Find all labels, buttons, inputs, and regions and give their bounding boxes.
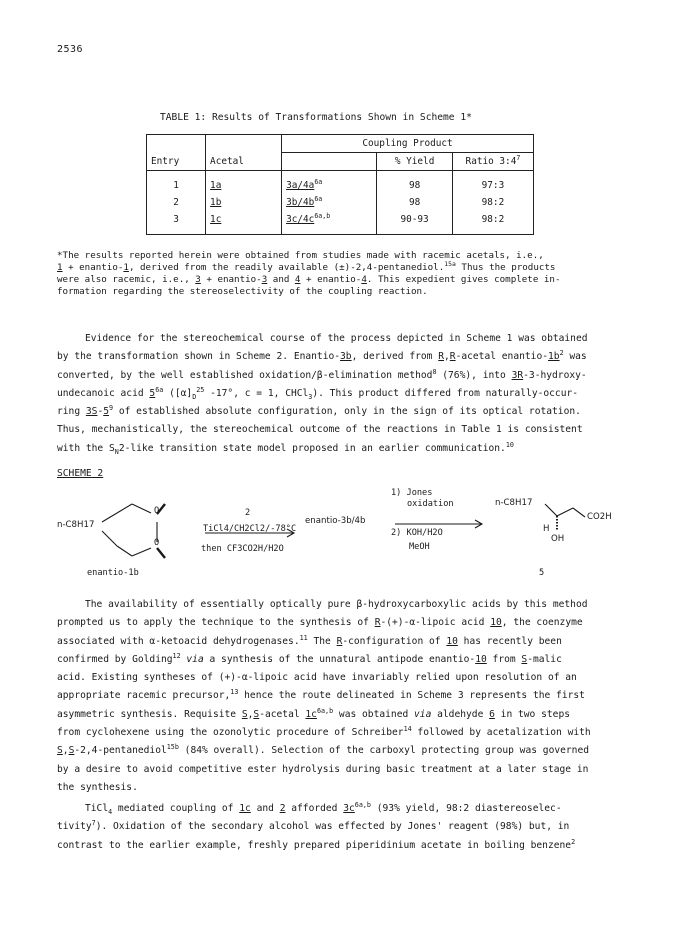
- bond: [573, 508, 585, 517]
- bond: [102, 513, 117, 522]
- ring-oxygen-label: O: [154, 538, 160, 548]
- table-caption: TABLE 1: Results of Transformations Shown in Scheme 1*: [160, 112, 472, 123]
- scheme-2-label: SCHEME 2: [57, 468, 104, 479]
- start-compound-name: enantio-1b: [87, 568, 139, 578]
- product-substituent: n-C8H17: [495, 498, 533, 508]
- bond: [557, 508, 573, 516]
- step-2-label: 2) KOH/H2O: [391, 528, 443, 538]
- table-header-row-1: [147, 135, 534, 153]
- ring-oxygen-label: O: [154, 506, 160, 516]
- coupling-product-header: Coupling Product: [282, 135, 534, 153]
- step-1-label: 1) Jones: [391, 488, 433, 498]
- step-2-solvent: MeOH: [409, 542, 430, 552]
- product-acid-group: CO2H: [587, 512, 612, 522]
- start-substituent: n-C8H17: [57, 520, 95, 530]
- acetal-header: Acetal: [206, 153, 282, 171]
- wedge-bond: [157, 548, 165, 558]
- page-number: 2536: [57, 44, 84, 55]
- step-1-reagent: oxidation: [407, 499, 454, 509]
- bond: [545, 504, 557, 516]
- product-oh-label: OH: [551, 534, 565, 544]
- bond: [132, 504, 151, 513]
- product-h-label: H: [543, 524, 550, 534]
- entry-header: Entry: [147, 153, 206, 171]
- reagent-2: 2: [245, 508, 251, 518]
- bond: [132, 548, 151, 556]
- paragraph-3: TiCl$_4$ mediated coupling of 1c and 2 afforded $3c^{6a,b}$ (93% yield, 98:2 diastereoselec- tivity$^7$). Oxidation of the secondary alcohol was effected by Jones' reagent (98%) but, in contrast to the earlier example, freshly prepared piperidinium acetate in boiling benzene$^2$: [57, 800, 576, 851]
- product-compound-name: 5: [539, 568, 545, 578]
- table-header-row-2: [147, 153, 534, 171]
- table-row: 1 1a $3a/4a^{6a}$ 98 97:3: [147, 171, 534, 195]
- scheme-2-structures: [57, 486, 637, 581]
- table-footnote: *The results reported herein were obtained from studies made with racemic acetals, i.e., 1 + enantio-1, derived from the readily available (±)-2,4-pentanediol.$^{15a}$ Thus the products were also racemic, i.e., 3 + enantio-3 and 4 + enantio-4. This expedient gives complete in- formation regarding the stereoselectivity of the coupling reaction.: [57, 250, 561, 297]
- bond: [117, 546, 132, 556]
- bond: [117, 504, 132, 513]
- bond: [102, 531, 117, 546]
- yield-header: % Yield: [377, 153, 453, 171]
- intermediate-name: enantio-3b/4b: [305, 516, 366, 526]
- table-row: 2 1b $3b/4b^{6a}$ 98 98:2: [147, 194, 534, 211]
- reagent-workup: then CF3CO2H/H2O: [201, 544, 284, 554]
- paragraph-2: The availability of essentially optically pure β-hydroxycarboxylic acids by this method prompted us to apply the technique to the synthesis of R-(+)-α-lipoic acid 10, the coenzyme associated with α-ketoacid dehydrogenases.$^{11}$ The R-configuration of 10 has recently been confirmed by Golding$^{12}$ via a synthesis of the unnatural antipode enantio-10 from S-malic acid. Existing syntheses of (+)-α-lipoic acid have invariably relied upon resolution of an appropriate racemic precursor,$^{13}$ hence the route delineated in Scheme 3 represents the first asymmetric synthesis. Requisite S,S-acetal $1c^{6a,b}$ was obtained via aldehyde 6 in two steps from cyclohexene using the ozonolytic procedure of Schreiber$^{14}$ followed by acetalization with S,S-2,4-pentanediol$^{15b}$ (84% overall). Selection of the carboxyl protecting group was governed by a desire to avoid competitive ester hydrolysis during basic treatment at a later stage in the synthesis.: [57, 599, 591, 793]
- table-row: 3 1c $3c/4c^{6a,b}$ 90-93 98:2: [147, 211, 534, 235]
- ratio-header: Ratio $3:4^7$: [452, 153, 533, 171]
- results-table: [146, 134, 534, 235]
- scheme-2-diagram: [57, 486, 637, 581]
- reagent-conditions: TiCl4/CH2Cl2/-78°C: [203, 524, 297, 534]
- paragraph-1: Evidence for the stereochemical course of the process depicted in Scheme 1 was obtained by the transformation shown in Scheme 2. Enantio-3b, derived from R,R-acetal enantio-$1b^2$ was converted, by the well established oxidation/β-elimination method$^8$ (76%), into 3R-3-hydroxy- undecanoic acid $5^{6a}$ ($[\alpha]_D^{25}$ -17°, c = 1, CHCl$_3$). This product differed from naturally-occur- ring $3S-5^9$ of established absolute configuration, only in the sign of its optical rotation. Thus, mechanistically, the stereochemical outcome of the reactions in Table 1 is consistent with the $S_N2$-like transition state model proposed in an earlier communication.$^{10}$: [57, 333, 588, 456]
